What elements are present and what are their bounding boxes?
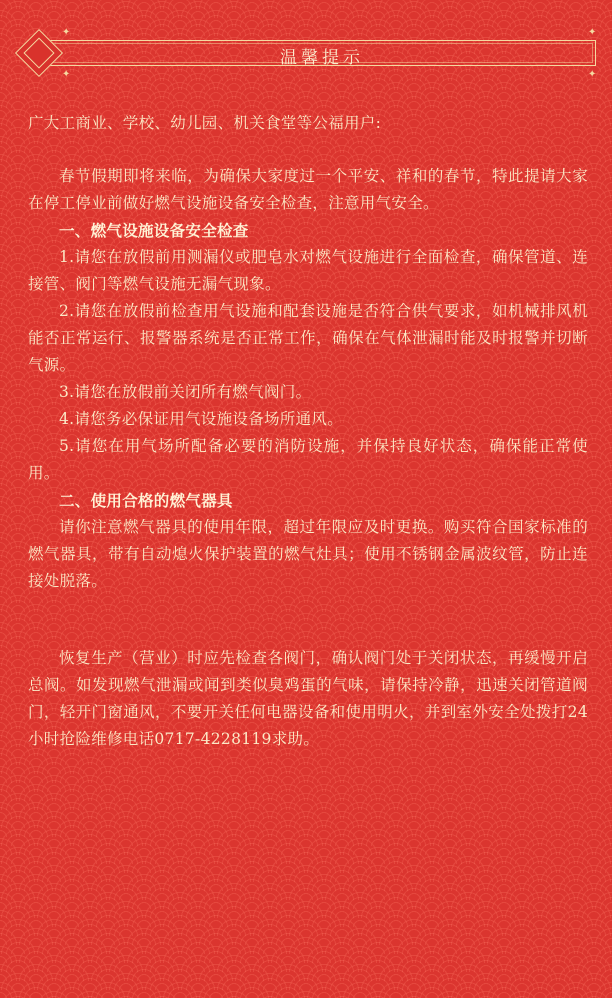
section2-heading: 二、使用合格的燃气器具 (59, 491, 233, 510)
section1-item: 2.请您在放假前检查用气设施和配套设施是否符合供气要求，如机械排风机能否正常运行、报警器系统是否正常工作，确保在气体泄漏时能及时报警并切断气源。 (28, 302, 588, 374)
section1-item: 3.请您在放假前关闭所有燃气阀门。 (59, 383, 312, 401)
greeting: 广大工商业、学校、幼儿园、机关食堂等公福用户: (28, 114, 382, 132)
section1-heading: 一、燃气设施设备安全检查 (59, 221, 249, 240)
sparkle-icon: ✦ (62, 27, 71, 38)
section1-item: 4.请您务必保证用气设施设备场所通风。 (59, 410, 343, 428)
sparkle-icon: ✦ (588, 69, 597, 80)
page-title: 温馨提示 (280, 48, 364, 68)
section1-item: 5.请您在用气场所配备必要的消防设施，并保持良好状态，确保能正常使用。 (28, 437, 588, 482)
notice-body (28, 110, 588, 753)
section1-item: 1.请您在放假前用测漏仪或肥皂水对燃气设施进行全面检查，确保管道、连接管、阀门等燃气设施无漏气现象。 (28, 248, 588, 293)
closing-paragraph: 恢复生产（营业）时应先检查各阀门，确认阀门处于关闭状态，再缓慢开启总阀。如发现燃气泄漏或闻到类似臭鸡蛋的气味，请保持冷静，迅速关闭管道阀门，轻开门窗通风，不要开关任何电器设备和使用明火，并到室外安全处拨打24小时抢险维修电话0717-4228119求助。 (28, 649, 588, 748)
title-frame (48, 40, 596, 66)
intro-paragraph: 春节假期即将来临，为确保大家度过一个平安、祥和的春节，特此提请大家在停工停业前做好燃气设施设备安全检查，注意用气安全。 (28, 167, 588, 212)
sparkle-icon: ✦ (588, 27, 597, 38)
diamond-ornament-icon (15, 29, 63, 77)
section2-paragraph: 请你注意燃气器具的使用年限，超过年限应及时更换。购买符合国家标准的燃气器具，带有自动熄火保护装置的燃气灶具；使用不锈钢金属波纹管，防止连接处脱落。 (28, 518, 588, 590)
sparkle-icon: ✦ (62, 69, 71, 80)
title-banner (18, 27, 598, 80)
